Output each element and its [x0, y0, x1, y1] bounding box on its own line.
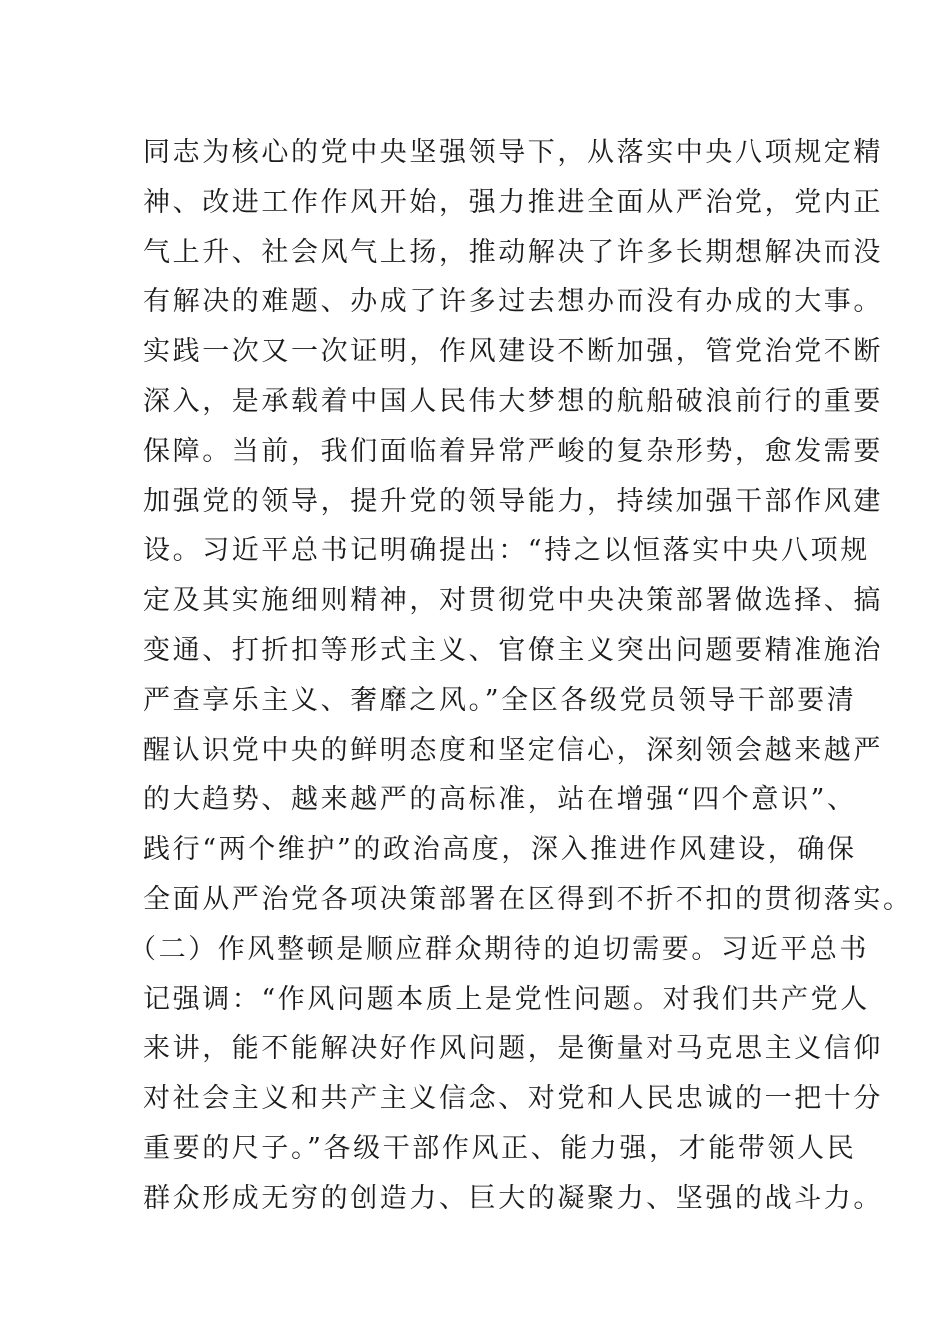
- text-line: 醒认识党中央的鲜明态度和坚定信心，深刻领会越来越严: [143, 734, 883, 766]
- text-line: 记强调：“作风问题本质上是党性问题。对我们共产党人: [143, 983, 870, 1015]
- text-line: 气上升、社会风气上扬，推动解决了许多长期想解决而没: [143, 236, 883, 268]
- text-line: 保障。当前，我们面临着异常严峻的复杂形势，愈发需要: [143, 435, 883, 467]
- text-line: 实践一次又一次证明，作风建设不断加强，管党治党不断: [143, 336, 883, 368]
- section-heading-line: （二）作风整顿是顺应群众期待的迫切需要。习近平总书: [129, 933, 869, 965]
- text-line: 的大趋势、越来越严的高标准，站在增强“四个意识”、: [143, 784, 857, 816]
- text-line: 深入，是承载着中国人民伟大梦想的航船破浪前行的重要: [143, 385, 883, 417]
- text-line: 有解决的难题、办成了许多过去想办而没有办成的大事。: [143, 286, 883, 318]
- text-line: 重要的尺子。”各级干部作风正、能力强，才能带领人民: [143, 1132, 857, 1164]
- text-line: 严查享乐主义、奢靡之风。”全区各级党员领导干部要清: [143, 684, 857, 716]
- text-line: 同志为核心的党中央坚强领导下，从落实中央八项规定精: [143, 137, 883, 168]
- text-line: 变通、打折扣等形式主义、官僚主义突出问题要精准施治: [143, 634, 883, 666]
- body-text: [129, 128, 913, 1224]
- text-line: 定及其实施细则精神，对贯彻党中央决策部署做选择、搞: [143, 585, 883, 617]
- text-line: 全面从严治党各项决策部署在区得到不折不扣的贯彻落实。: [143, 883, 913, 915]
- text-line: 设。习近平总书记明确提出：“持之以恒落实中央八项规: [143, 535, 870, 567]
- text-line: 加强党的领导，提升党的领导能力，持续加强干部作风建: [143, 485, 883, 517]
- text-line: 对社会主义和共产主义信念、对党和人民忠诚的一把十分: [143, 1083, 883, 1115]
- text-line: 神、改进工作作风开始，强力推进全面从严治党，党内正: [143, 186, 883, 218]
- text-line: 群众形成无穷的创造力、巨大的凝聚力、坚强的战斗力。: [143, 1182, 883, 1214]
- text-line: 来讲，能不能解决好作风问题，是衡量对马克思主义信仰: [143, 1033, 883, 1065]
- text-line: 践行“两个维护”的政治高度，深入推进作风建设，确保: [143, 834, 857, 866]
